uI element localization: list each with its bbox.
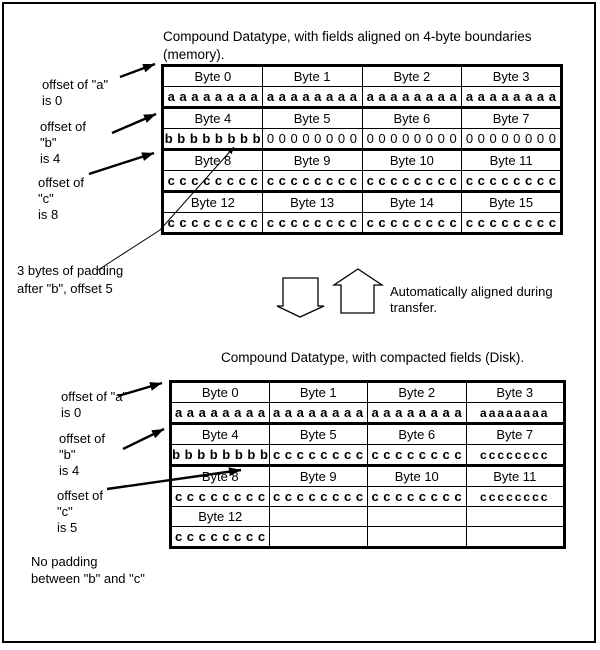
disk-byte-label-cell: Byte 9 — [269, 466, 368, 487]
memory-title — [163, 28, 531, 64]
memory-byte-label-cell: Byte 15 — [462, 192, 562, 213]
disk-offset-b-note — [59, 431, 105, 479]
disk-byte-data-cell: c c c c c c c c — [269, 487, 368, 507]
disk-offset-a-note — [61, 389, 127, 421]
disk-offset-c-line2: "c" — [57, 504, 73, 519]
no-padding-note-line1: No padding — [31, 554, 98, 569]
memory-byte-data-cell: c c c c c c c c — [462, 213, 562, 234]
memory-byte-data-cell: a a a a a a a a — [462, 87, 562, 108]
memory-byte-data-cell: 0 0 0 0 0 0 0 0 — [362, 129, 462, 150]
memory-byte-data-cell: c c c c c c c c — [262, 213, 362, 234]
disk-byte-label-cell — [368, 507, 467, 527]
memory-byte-label-cell: Byte 2 — [362, 66, 462, 87]
memory-offset-c-line1: offset of — [38, 175, 85, 190]
padding-note — [17, 262, 123, 298]
disk-byte-data-cell — [269, 527, 368, 548]
memory-byte-data-cell: c c c c c c c c — [362, 171, 462, 192]
memory-title-line1: Compound Datatype, with fields aligned on 4-byte boundaries — [163, 29, 532, 44]
transfer-label — [390, 284, 553, 316]
memory-offset-b-line3: is 4 — [40, 151, 61, 166]
memory-byte-label-cell: Byte 4 — [163, 108, 263, 129]
disk-offset-b-line2: "b" — [59, 447, 76, 462]
disk-offset-b-line1: offset of — [59, 431, 106, 446]
memory-byte-data-cell: c c c c c c c c — [163, 213, 263, 234]
disk-byte-data-cell: aaaaaaaa — [466, 403, 565, 424]
memory-byte-data-cell: 0 0 0 0 0 0 0 0 — [262, 129, 362, 150]
disk-byte-label-cell: Byte 5 — [269, 424, 368, 445]
memory-byte-label-cell: Byte 8 — [163, 150, 263, 171]
memory-byte-data-cell: 0 0 0 0 0 0 0 0 — [462, 129, 562, 150]
memory-title-line2: (memory). — [163, 47, 225, 62]
memory-byte-data-cell: a a a a a a a a — [163, 87, 263, 108]
disk-byte-data-cell: a a a a a a a a — [171, 403, 270, 424]
disk-byte-data-cell: a a a a a a a a — [368, 403, 467, 424]
memory-offset-c-line3: is 8 — [38, 207, 59, 222]
memory-byte-label-cell: Byte 11 — [462, 150, 562, 171]
disk-byte-label-cell: Byte 0 — [171, 382, 270, 403]
memory-byte-label-cell: Byte 10 — [362, 150, 462, 171]
disk-byte-data-cell: c c c c c c c c — [171, 527, 270, 548]
memory-byte-data-cell: b b b b b b b b — [163, 129, 263, 150]
disk-byte-data-cell: cccccccc — [466, 487, 565, 507]
disk-byte-label-cell: Byte 6 — [368, 424, 467, 445]
disk-byte-data-cell: a a a a a a a a — [269, 403, 368, 424]
disk-title: Compound Datatype, with compacted fields (Disk). — [221, 350, 525, 365]
disk-byte-data-cell: cccccccc — [466, 445, 565, 466]
memory-offset-b-note — [40, 119, 86, 167]
disk-byte-data-cell: c c c c c c c c — [269, 445, 368, 466]
memory-byte-label-cell: Byte 5 — [262, 108, 362, 129]
padding-note-line2: after "b", offset 5 — [17, 281, 113, 296]
memory-byte-label-cell: Byte 0 — [163, 66, 263, 87]
memory-byte-data-cell: a a a a a a a a — [362, 87, 462, 108]
disk-offset-a-line2: is 0 — [61, 405, 82, 420]
disk-byte-data-cell: c c c c c c c c — [368, 487, 467, 507]
memory-offset-a-line1: offset of "a" — [42, 77, 109, 92]
no-padding-note — [31, 553, 145, 587]
disk-offset-c-line1: offset of — [57, 488, 104, 503]
memory-byte-label-cell: Byte 3 — [462, 66, 562, 87]
transfer-label-line1: Automatically aligned during — [390, 284, 553, 299]
disk-byte-label-cell: Byte 12 — [171, 507, 270, 527]
memory-byte-label-cell: Byte 7 — [462, 108, 562, 129]
disk-byte-data-cell — [368, 527, 467, 548]
disk-byte-label-cell: Byte 2 — [368, 382, 467, 403]
memory-byte-data-cell: c c c c c c c c — [163, 171, 263, 192]
disk-offset-c-line3: is 5 — [57, 520, 78, 535]
memory-offset-b-line2: "b" — [40, 135, 57, 150]
memory-offset-a-note — [42, 77, 108, 109]
memory-byte-data-cell: c c c c c c c c — [262, 171, 362, 192]
no-padding-note-line2: between "b" and "c" — [31, 571, 145, 586]
disk-byte-label-cell — [269, 507, 368, 527]
disk-offset-c-note — [57, 488, 103, 536]
memory-byte-label-cell: Byte 6 — [362, 108, 462, 129]
disk-byte-label-cell: Byte 7 — [466, 424, 565, 445]
memory-byte-label-cell: Byte 1 — [262, 66, 362, 87]
disk-byte-data-cell — [466, 527, 565, 548]
disk-byte-data-cell: c c c c c c c c — [368, 445, 467, 466]
memory-byte-label-cell: Byte 13 — [262, 192, 362, 213]
memory-byte-data-cell: a a a a a a a a — [262, 87, 362, 108]
disk-byte-label-cell: Byte 4 — [171, 424, 270, 445]
memory-offset-c-note — [38, 175, 84, 223]
memory-byte-data-cell: c c c c c c c c — [462, 171, 562, 192]
disk-byte-label-cell — [466, 507, 565, 527]
disk-offset-b-line3: is 4 — [59, 463, 80, 478]
transfer-label-line2: transfer. — [390, 300, 437, 315]
disk-byte-label-cell: Byte 8 — [171, 466, 270, 487]
disk-offset-a-line1: offset of "a" — [61, 389, 128, 404]
memory-byte-table — [161, 64, 563, 235]
memory-byte-label-cell: Byte 14 — [362, 192, 462, 213]
memory-offset-b-line1: offset of — [40, 119, 87, 134]
disk-byte-label-cell: Byte 1 — [269, 382, 368, 403]
memory-byte-label-cell: Byte 9 — [262, 150, 362, 171]
memory-byte-data-cell: c c c c c c c c — [362, 213, 462, 234]
disk-byte-table — [169, 380, 566, 549]
disk-byte-data-cell: b b b b b b b b — [171, 445, 270, 466]
disk-byte-label-cell: Byte 11 — [466, 466, 565, 487]
disk-byte-data-cell: c c c c c c c c — [171, 487, 270, 507]
disk-byte-label-cell: Byte 3 — [466, 382, 565, 403]
disk-byte-label-cell: Byte 10 — [368, 466, 467, 487]
padding-note-line1: 3 bytes of padding — [17, 263, 124, 278]
memory-offset-c-line2: "c" — [38, 191, 54, 206]
memory-byte-label-cell: Byte 12 — [163, 192, 263, 213]
memory-offset-a-line2: is 0 — [42, 93, 63, 108]
